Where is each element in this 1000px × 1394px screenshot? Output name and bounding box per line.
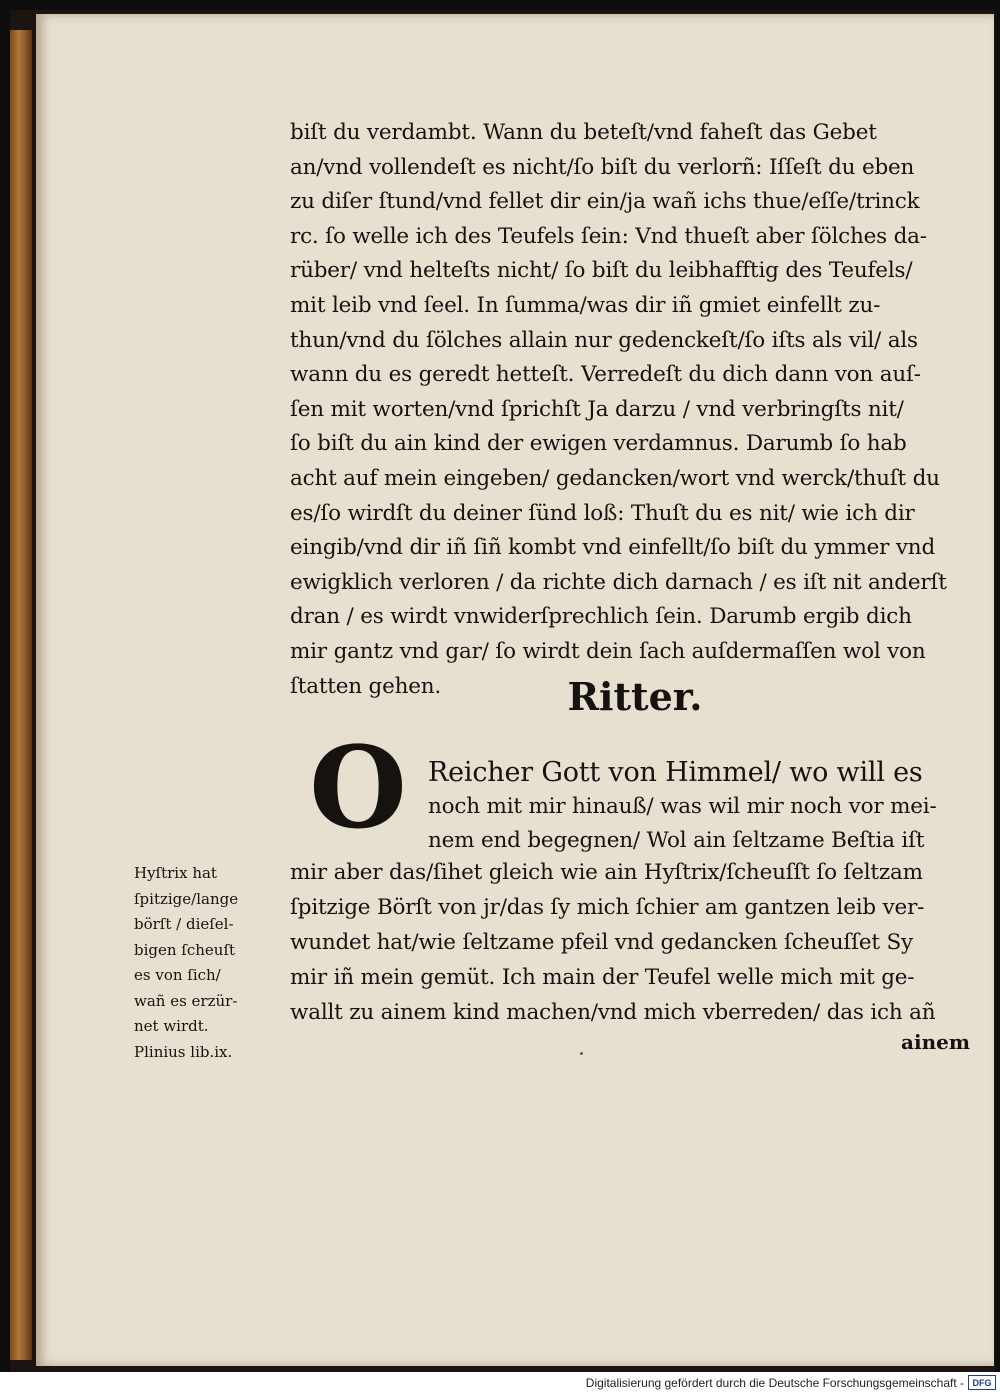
footer-bar [0,1372,1000,1394]
text-line: rüber/ vnd helteſts nicht/ ſo biſt du leibhafftig des Teufels/ [290,258,913,284]
text-line: ſo biſt du ain kind der ewigen verdamnus. Darumb ſo hab [290,431,907,457]
decorated-initial: O [309,723,407,854]
text-line: zu diſer ſtund/vnd fellet dir ein/ja wañ ichs thue/eſſe/trinck [290,189,920,215]
text-line: thun/vnd du ſölches allain nur gedenckeſt/ſo iſts als vil/ als [290,327,918,353]
text-line: eingib/vnd dir iñ ſiñ kombt vnd einfellt/ſo biſt du ymmer vnd [290,535,936,561]
text-line: rc. ſo welle ich des Teufels ſein: Vnd thueſt aber ſölches da- [290,223,927,249]
text-line: an/vnd vollendeſt es nicht/ſo biſt du verlorñ: Iſſeſt du eben [290,154,915,180]
section-heading: Ritter. [567,674,703,719]
margin-note-line: ſpitzige/lange [134,889,239,908]
text-line: ſen mit worten/vnd ſprichſt Ja darzu / vnd verbringſts nit/ [290,396,904,422]
text-line: mir aber das/ſihet gleich wie ain Hyſtrix/ſcheuſſt ſo ſeltzam [290,860,923,885]
text-line: biſt du verdambt. Wann du beteſt/vnd faheſt das Gebet [290,120,877,145]
dfg-logo: DFG [968,1375,996,1390]
margin-note-line: wañ es erzür- [134,991,238,1010]
margin-note-line: Plinius lib.ix. [134,1042,233,1061]
initial-text-line: noch mit mir hinauß/ was wil mir noch vor mei- [428,794,937,819]
text-line: mir gantz vnd gar/ ſo wirdt dein ſach auſdermaſſen wol von [290,639,926,664]
margin-note-line: börſt / dieſel- [134,915,234,933]
text-line: es/ſo wirdſt du deiner ſünd loß: Thuſt du es nit/ wie ich dir [290,500,915,526]
catchword: ainem [901,1030,970,1054]
margin-note-line: bigen ſcheuſt [134,940,236,959]
text-line: wundet hat/wie ſeltzame pfeil vnd gedancken ſcheuſſet Sy [290,930,913,955]
text-line: wallt zu ainem kind machen/vnd mich vberreden/ das ich añ [290,1000,936,1025]
text-line: mir iñ mein gemüt. Ich main der Teufel welle mich mit ge- [290,965,915,990]
page-speck [580,1052,583,1055]
initial-text-line: Reicher Gott von Himmel/ wo will es [428,757,923,788]
text-line: wann du es geredt hetteſt. Verredeſt du dich dann von auſ- [290,362,921,388]
margin-note-line: Hyſtrix hat [134,864,217,882]
text-line: mit leib vnd ſeel. In ſumma/was dir iñ gmiet einfellt zu- [290,293,881,318]
text-line: dran / es wirdt vnwiderſprechlich ſein. Darumb ergib dich [290,604,912,630]
margin-note-line: net wirdt. [134,1017,209,1035]
text-line: ſpitzige Börſt von jr/das ſy mich ſchier am gantzen leib ver- [290,895,925,920]
text-line: ſtatten gehen. [290,673,442,699]
margin-note-line: es von ſich/ [134,966,221,984]
funding-notice: Digitalisierung gefördert durch die Deutsche Forschungsgemeinschaft - [585,1376,964,1390]
initial-text-line: nem end begegnen/ Wol ain ſeltzame Beſtia iſt [428,828,925,853]
text-line: ewigklich verloren / da richte dich darnach / es iſt nit anderſt [290,569,947,595]
text-line: acht auf mein eingeben/ gedancken/wort vnd werck/thuſt du [290,466,940,491]
